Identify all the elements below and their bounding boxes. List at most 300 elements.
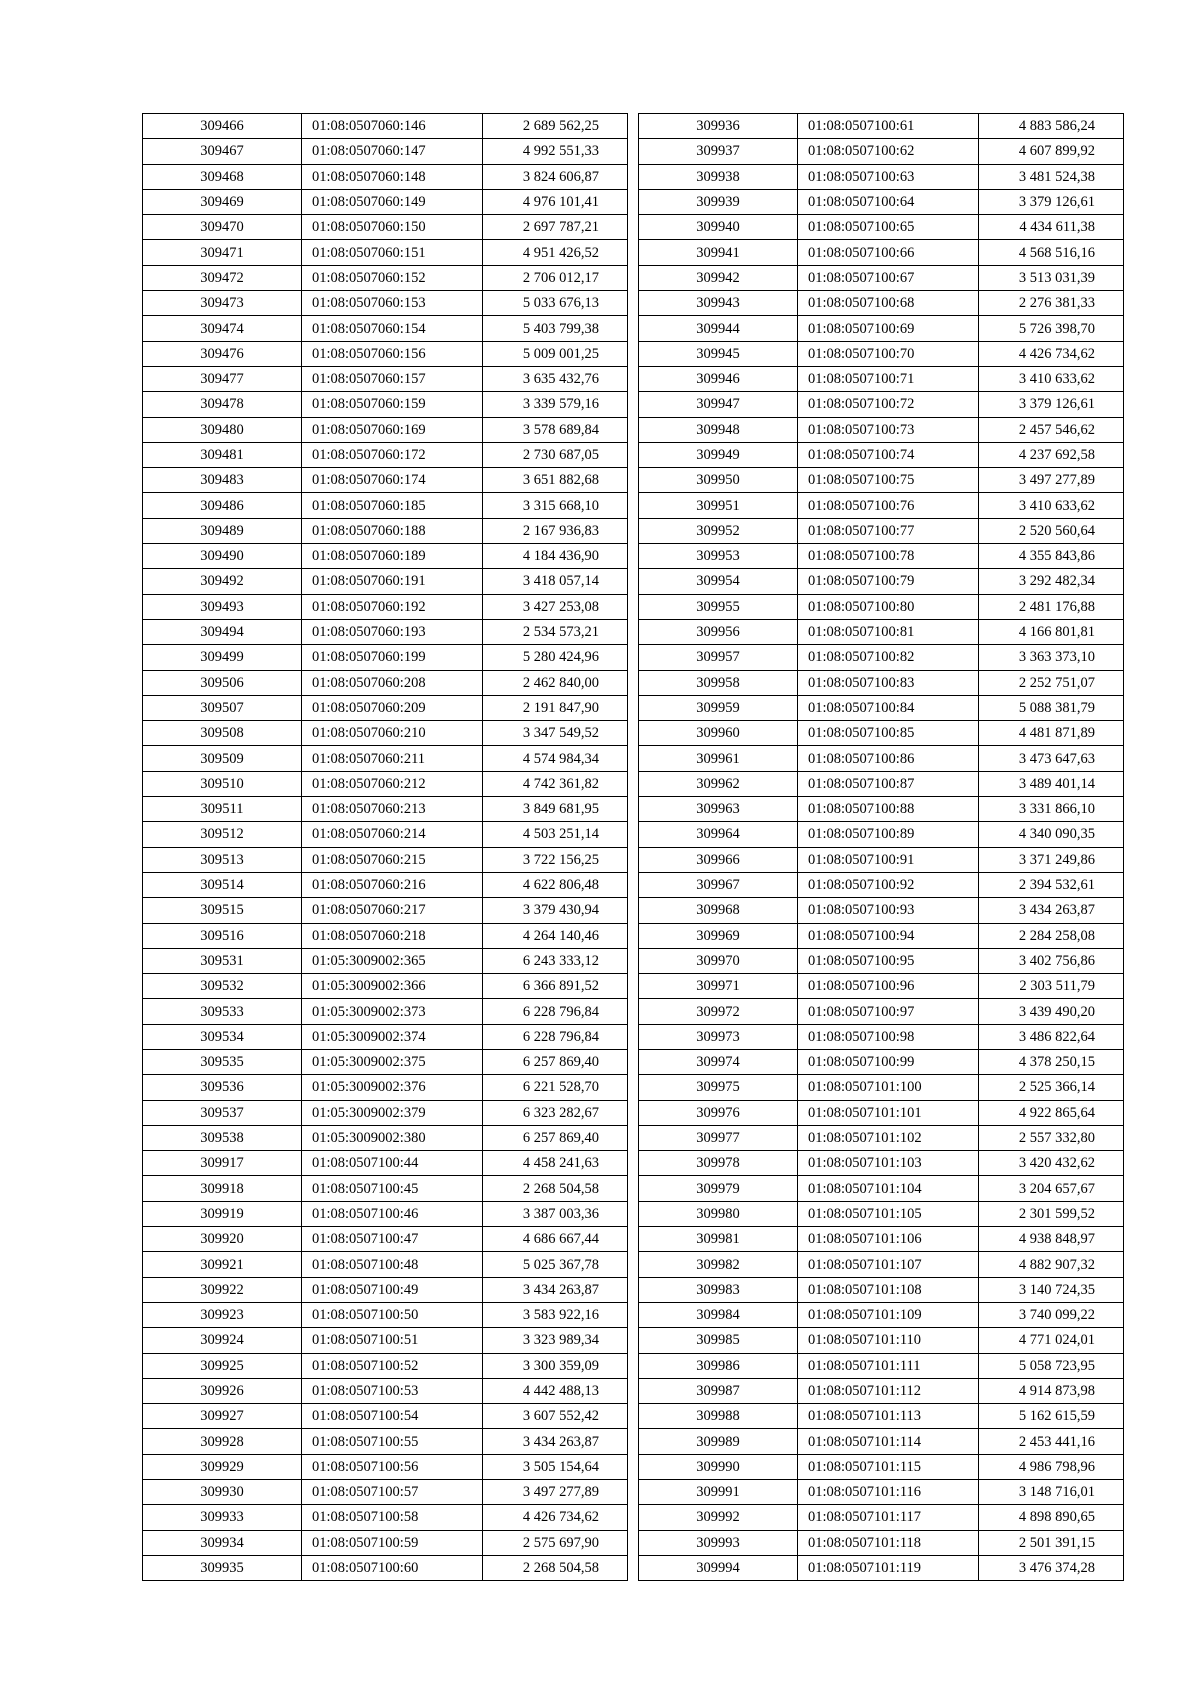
table-row <box>639 1100 1124 1125</box>
value-cell: 4 503 251,14 <box>483 822 628 847</box>
table-row <box>143 114 628 139</box>
value-cell: 4 355 843,86 <box>979 544 1124 569</box>
cadastral-number-cell: 01:08:0507101:117 <box>798 1505 979 1530</box>
value-cell: 3 387 003,36 <box>483 1201 628 1226</box>
table-row <box>143 366 628 391</box>
value-cell: 3 651 882,68 <box>483 468 628 493</box>
table-row <box>639 291 1124 316</box>
value-cell: 4 237 692,58 <box>979 442 1124 467</box>
cadastral-number-cell: 01:08:0507100:82 <box>798 645 979 670</box>
row-id-cell: 309973 <box>639 1024 798 1049</box>
row-id-cell: 309983 <box>639 1277 798 1302</box>
value-cell: 3 497 277,89 <box>979 468 1124 493</box>
table-row <box>639 1480 1124 1505</box>
value-cell: 5 009 001,25 <box>483 341 628 366</box>
cadastral-number-cell: 01:08:0507060:218 <box>302 923 483 948</box>
row-id-cell: 309976 <box>639 1100 798 1125</box>
row-id-cell: 309941 <box>639 240 798 265</box>
row-id-cell: 309923 <box>143 1302 302 1327</box>
value-cell: 3 363 373,10 <box>979 645 1124 670</box>
table-row <box>639 1277 1124 1302</box>
table-row <box>143 695 628 720</box>
row-id-cell: 309944 <box>639 316 798 341</box>
row-id-cell: 309537 <box>143 1100 302 1125</box>
cadastral-number-cell: 01:05:3009002:375 <box>302 1049 483 1074</box>
row-id-cell: 309516 <box>143 923 302 948</box>
row-id-cell: 309918 <box>143 1176 302 1201</box>
cadastral-number-cell: 01:08:0507100:84 <box>798 695 979 720</box>
table-row <box>639 265 1124 290</box>
cadastral-number-cell: 01:05:3009002:376 <box>302 1075 483 1100</box>
cadastral-number-cell: 01:08:0507100:68 <box>798 291 979 316</box>
table-row <box>639 139 1124 164</box>
row-id-cell: 309468 <box>143 164 302 189</box>
row-id-cell: 309472 <box>143 265 302 290</box>
table-row <box>143 822 628 847</box>
value-cell: 4 607 899,92 <box>979 139 1124 164</box>
row-id-cell: 309981 <box>639 1227 798 1252</box>
value-cell: 3 371 249,86 <box>979 847 1124 872</box>
row-id-cell: 309929 <box>143 1454 302 1479</box>
cadastral-number-cell: 01:08:0507100:91 <box>798 847 979 872</box>
row-id-cell: 309947 <box>639 392 798 417</box>
table-row <box>143 1075 628 1100</box>
row-id-cell: 309477 <box>143 366 302 391</box>
table-row <box>639 164 1124 189</box>
cadastral-number-cell: 01:08:0507060:146 <box>302 114 483 139</box>
table-row <box>143 240 628 265</box>
row-id-cell: 309489 <box>143 518 302 543</box>
table-body <box>143 114 628 1581</box>
value-cell: 2 557 332,80 <box>979 1125 1124 1150</box>
data-table-right <box>638 113 1124 1581</box>
row-id-cell: 309945 <box>639 341 798 366</box>
value-cell: 3 481 524,38 <box>979 164 1124 189</box>
value-cell: 4 898 890,65 <box>979 1505 1124 1530</box>
value-cell: 5 025 367,78 <box>483 1252 628 1277</box>
cadastral-number-cell: 01:08:0507100:75 <box>798 468 979 493</box>
table-row <box>143 923 628 948</box>
row-id-cell: 309959 <box>639 695 798 720</box>
row-id-cell: 309982 <box>639 1252 798 1277</box>
value-cell: 4 264 140,46 <box>483 923 628 948</box>
table-row <box>639 544 1124 569</box>
cadastral-number-cell: 01:08:0507060:191 <box>302 569 483 594</box>
cadastral-number-cell: 01:08:0507060:151 <box>302 240 483 265</box>
table-row <box>143 1454 628 1479</box>
value-cell: 3 323 989,34 <box>483 1328 628 1353</box>
row-id-cell: 309921 <box>143 1252 302 1277</box>
row-id-cell: 309971 <box>639 974 798 999</box>
cadastral-number-cell: 01:08:0507100:55 <box>302 1429 483 1454</box>
table-row <box>143 797 628 822</box>
cadastral-number-cell: 01:08:0507100:52 <box>302 1353 483 1378</box>
value-cell: 3 578 689,84 <box>483 417 628 442</box>
value-cell: 3 635 432,76 <box>483 366 628 391</box>
cadastral-number-cell: 01:08:0507100:65 <box>798 215 979 240</box>
table-row <box>639 518 1124 543</box>
row-id-cell: 309993 <box>639 1530 798 1555</box>
value-cell: 2 268 504,58 <box>483 1176 628 1201</box>
table-row <box>143 1201 628 1226</box>
cadastral-number-cell: 01:05:3009002:379 <box>302 1100 483 1125</box>
row-id-cell: 309984 <box>639 1302 798 1327</box>
cadastral-number-cell: 01:08:0507100:98 <box>798 1024 979 1049</box>
cadastral-number-cell: 01:08:0507060:213 <box>302 797 483 822</box>
value-cell: 3 339 579,16 <box>483 392 628 417</box>
table-row <box>143 1378 628 1403</box>
value-cell: 3 410 633,62 <box>979 366 1124 391</box>
table-row <box>639 898 1124 923</box>
value-cell: 5 280 424,96 <box>483 645 628 670</box>
table-row <box>639 974 1124 999</box>
row-id-cell: 309961 <box>639 746 798 771</box>
value-cell: 4 340 090,35 <box>979 822 1124 847</box>
value-cell: 6 323 282,67 <box>483 1100 628 1125</box>
row-id-cell: 309508 <box>143 721 302 746</box>
row-id-cell: 309481 <box>143 442 302 467</box>
row-id-cell: 309506 <box>143 670 302 695</box>
value-cell: 2 191 847,90 <box>483 695 628 720</box>
value-cell: 3 204 657,67 <box>979 1176 1124 1201</box>
cadastral-number-cell: 01:08:0507060:174 <box>302 468 483 493</box>
cadastral-number-cell: 01:08:0507100:79 <box>798 569 979 594</box>
cadastral-number-cell: 01:08:0507101:100 <box>798 1075 979 1100</box>
value-cell: 3 379 430,94 <box>483 898 628 923</box>
row-id-cell: 309946 <box>639 366 798 391</box>
cadastral-number-cell: 01:08:0507101:110 <box>798 1328 979 1353</box>
value-cell: 5 058 723,95 <box>979 1353 1124 1378</box>
row-id-cell: 309985 <box>639 1328 798 1353</box>
cadastral-number-cell: 01:08:0507101:107 <box>798 1252 979 1277</box>
value-cell: 2 525 366,14 <box>979 1075 1124 1100</box>
value-cell: 6 221 528,70 <box>483 1075 628 1100</box>
row-id-cell: 309987 <box>639 1378 798 1403</box>
table-row <box>143 594 628 619</box>
value-cell: 4 914 873,98 <box>979 1378 1124 1403</box>
row-id-cell: 309514 <box>143 872 302 897</box>
row-id-cell: 309466 <box>143 114 302 139</box>
cadastral-number-cell: 01:08:0507101:108 <box>798 1277 979 1302</box>
value-cell: 4 442 488,13 <box>483 1378 628 1403</box>
cadastral-number-cell: 01:08:0507060:216 <box>302 872 483 897</box>
table-row <box>143 215 628 240</box>
row-id-cell: 309509 <box>143 746 302 771</box>
value-cell: 4 426 734,62 <box>483 1505 628 1530</box>
value-cell: 3 513 031,39 <box>979 265 1124 290</box>
row-id-cell: 309978 <box>639 1151 798 1176</box>
row-id-cell: 309963 <box>639 797 798 822</box>
table-row <box>143 1277 628 1302</box>
table-row <box>143 1176 628 1201</box>
value-cell: 3 476 374,28 <box>979 1555 1124 1580</box>
value-cell: 3 418 057,14 <box>483 569 628 594</box>
row-id-cell: 309535 <box>143 1049 302 1074</box>
table-row <box>639 1151 1124 1176</box>
row-id-cell: 309939 <box>639 189 798 214</box>
row-id-cell: 309991 <box>639 1480 798 1505</box>
table-row <box>143 392 628 417</box>
row-id-cell: 309940 <box>639 215 798 240</box>
cadastral-number-cell: 01:08:0507060:210 <box>302 721 483 746</box>
cadastral-number-cell: 01:08:0507100:76 <box>798 493 979 518</box>
value-cell: 4 568 516,16 <box>979 240 1124 265</box>
cadastral-number-cell: 01:05:3009002:380 <box>302 1125 483 1150</box>
value-cell: 4 686 667,44 <box>483 1227 628 1252</box>
row-id-cell: 309970 <box>639 948 798 973</box>
cadastral-number-cell: 01:08:0507100:56 <box>302 1454 483 1479</box>
value-cell: 2 303 511,79 <box>979 974 1124 999</box>
table-row <box>639 948 1124 973</box>
cadastral-number-cell: 01:08:0507100:64 <box>798 189 979 214</box>
row-id-cell: 309532 <box>143 974 302 999</box>
cadastral-number-cell: 01:08:0507060:188 <box>302 518 483 543</box>
table-row <box>639 1252 1124 1277</box>
row-id-cell: 309930 <box>143 1480 302 1505</box>
value-cell: 3 379 126,61 <box>979 189 1124 214</box>
table-body <box>639 114 1124 1581</box>
row-id-cell: 309534 <box>143 1024 302 1049</box>
cadastral-number-cell: 01:08:0507100:58 <box>302 1505 483 1530</box>
cadastral-number-cell: 01:08:0507060:169 <box>302 417 483 442</box>
value-cell: 2 706 012,17 <box>483 265 628 290</box>
table-row <box>639 189 1124 214</box>
row-id-cell: 309966 <box>639 847 798 872</box>
cadastral-number-cell: 01:08:0507100:85 <box>798 721 979 746</box>
row-id-cell: 309467 <box>143 139 302 164</box>
value-cell: 3 347 549,52 <box>483 721 628 746</box>
value-cell: 6 257 869,40 <box>483 1049 628 1074</box>
row-id-cell: 309928 <box>143 1429 302 1454</box>
table-row <box>639 417 1124 442</box>
table-row <box>143 619 628 644</box>
value-cell: 2 730 687,05 <box>483 442 628 467</box>
value-cell: 3 824 606,87 <box>483 164 628 189</box>
table-row <box>143 746 628 771</box>
table-row <box>143 1404 628 1429</box>
cadastral-number-cell: 01:08:0507060:215 <box>302 847 483 872</box>
value-cell: 4 771 024,01 <box>979 1328 1124 1353</box>
cadastral-number-cell: 01:08:0507100:49 <box>302 1277 483 1302</box>
table-row <box>143 1505 628 1530</box>
cadastral-number-cell: 01:08:0507060:193 <box>302 619 483 644</box>
row-id-cell: 309986 <box>639 1353 798 1378</box>
table-row <box>143 1302 628 1327</box>
cadastral-number-cell: 01:05:3009002:365 <box>302 948 483 973</box>
cadastral-number-cell: 01:08:0507101:111 <box>798 1353 979 1378</box>
cadastral-number-cell: 01:05:3009002:374 <box>302 1024 483 1049</box>
row-id-cell: 309956 <box>639 619 798 644</box>
cadastral-number-cell: 01:08:0507100:78 <box>798 544 979 569</box>
row-id-cell: 309952 <box>639 518 798 543</box>
value-cell: 5 403 799,38 <box>483 316 628 341</box>
row-id-cell: 309917 <box>143 1151 302 1176</box>
value-cell: 3 497 277,89 <box>483 1480 628 1505</box>
cadastral-number-cell: 01:08:0507100:87 <box>798 771 979 796</box>
row-id-cell: 309533 <box>143 999 302 1024</box>
cadastral-number-cell: 01:08:0507100:62 <box>798 139 979 164</box>
row-id-cell: 309499 <box>143 645 302 670</box>
table-row <box>143 164 628 189</box>
table-row <box>143 442 628 467</box>
value-cell: 3 420 432,62 <box>979 1151 1124 1176</box>
cadastral-number-cell: 01:08:0507100:66 <box>798 240 979 265</box>
cadastral-number-cell: 01:08:0507101:118 <box>798 1530 979 1555</box>
row-id-cell: 309490 <box>143 544 302 569</box>
table-row <box>639 1530 1124 1555</box>
table-row <box>639 1555 1124 1580</box>
row-id-cell: 309927 <box>143 1404 302 1429</box>
row-id-cell: 309994 <box>639 1555 798 1580</box>
table-row <box>143 847 628 872</box>
table-row <box>143 1049 628 1074</box>
table-row <box>639 442 1124 467</box>
table-row <box>143 999 628 1024</box>
value-cell: 3 427 253,08 <box>483 594 628 619</box>
row-id-cell: 309942 <box>639 265 798 290</box>
value-cell: 2 534 573,21 <box>483 619 628 644</box>
row-id-cell: 309470 <box>143 215 302 240</box>
row-id-cell: 309974 <box>639 1049 798 1074</box>
value-cell: 4 742 361,82 <box>483 771 628 796</box>
row-id-cell: 309493 <box>143 594 302 619</box>
cadastral-number-cell: 01:08:0507100:61 <box>798 114 979 139</box>
row-id-cell: 309538 <box>143 1125 302 1150</box>
table-row <box>639 1302 1124 1327</box>
cadastral-number-cell: 01:08:0507100:69 <box>798 316 979 341</box>
row-id-cell: 309478 <box>143 392 302 417</box>
value-cell: 5 088 381,79 <box>979 695 1124 720</box>
cadastral-number-cell: 01:08:0507101:114 <box>798 1429 979 1454</box>
table-row <box>639 1454 1124 1479</box>
table-row <box>639 1201 1124 1226</box>
row-id-cell: 309943 <box>639 291 798 316</box>
value-cell: 6 243 333,12 <box>483 948 628 973</box>
value-cell: 3 292 482,34 <box>979 569 1124 594</box>
row-id-cell: 309531 <box>143 948 302 973</box>
cadastral-number-cell: 01:08:0507060:152 <box>302 265 483 290</box>
table-row <box>143 1328 628 1353</box>
table-row <box>639 695 1124 720</box>
row-id-cell: 309969 <box>639 923 798 948</box>
value-cell: 3 434 263,87 <box>483 1277 628 1302</box>
table-row <box>143 1227 628 1252</box>
table-row <box>143 974 628 999</box>
cadastral-number-cell: 01:08:0507060:209 <box>302 695 483 720</box>
table-row <box>143 1252 628 1277</box>
row-id-cell: 309950 <box>639 468 798 493</box>
cadastral-number-cell: 01:08:0507060:185 <box>302 493 483 518</box>
cadastral-number-cell: 01:08:0507060:157 <box>302 366 483 391</box>
row-id-cell: 309975 <box>639 1075 798 1100</box>
cadastral-number-cell: 01:08:0507060:159 <box>302 392 483 417</box>
row-id-cell: 309967 <box>639 872 798 897</box>
table-row <box>639 1024 1124 1049</box>
row-id-cell: 309980 <box>639 1201 798 1226</box>
value-cell: 3 740 099,22 <box>979 1302 1124 1327</box>
cadastral-number-cell: 01:08:0507100:53 <box>302 1378 483 1403</box>
value-cell: 3 489 401,14 <box>979 771 1124 796</box>
cadastral-number-cell: 01:08:0507101:109 <box>798 1302 979 1327</box>
row-id-cell: 309507 <box>143 695 302 720</box>
table-row <box>143 1024 628 1049</box>
row-id-cell: 309515 <box>143 898 302 923</box>
row-id-cell: 309954 <box>639 569 798 594</box>
value-cell: 6 257 869,40 <box>483 1125 628 1150</box>
cadastral-number-cell: 01:08:0507100:88 <box>798 797 979 822</box>
cadastral-number-cell: 01:08:0507100:73 <box>798 417 979 442</box>
table-row <box>639 215 1124 240</box>
value-cell: 3 849 681,95 <box>483 797 628 822</box>
cadastral-number-cell: 01:08:0507060:189 <box>302 544 483 569</box>
row-id-cell: 309934 <box>143 1530 302 1555</box>
row-id-cell: 309924 <box>143 1328 302 1353</box>
row-id-cell: 309513 <box>143 847 302 872</box>
cadastral-number-cell: 01:08:0507101:103 <box>798 1151 979 1176</box>
row-id-cell: 309483 <box>143 468 302 493</box>
cadastral-number-cell: 01:05:3009002:373 <box>302 999 483 1024</box>
row-id-cell: 309989 <box>639 1429 798 1454</box>
table-row <box>639 316 1124 341</box>
cadastral-number-cell: 01:08:0507100:94 <box>798 923 979 948</box>
value-cell: 2 462 840,00 <box>483 670 628 695</box>
value-cell: 2 453 441,16 <box>979 1429 1124 1454</box>
table-row <box>639 923 1124 948</box>
table-row <box>639 366 1124 391</box>
table-row <box>639 822 1124 847</box>
table-row <box>639 493 1124 518</box>
row-id-cell: 309511 <box>143 797 302 822</box>
cadastral-number-cell: 01:08:0507060:211 <box>302 746 483 771</box>
row-id-cell: 309486 <box>143 493 302 518</box>
value-cell: 3 505 154,64 <box>483 1454 628 1479</box>
row-id-cell: 309979 <box>639 1176 798 1201</box>
row-id-cell: 309938 <box>639 164 798 189</box>
value-cell: 2 167 936,83 <box>483 518 628 543</box>
cadastral-number-cell: 01:08:0507100:72 <box>798 392 979 417</box>
table-row <box>639 114 1124 139</box>
cadastral-number-cell: 01:08:0507100:83 <box>798 670 979 695</box>
value-cell: 2 394 532,61 <box>979 872 1124 897</box>
value-cell: 4 184 436,90 <box>483 544 628 569</box>
cadastral-number-cell: 01:08:0507100:47 <box>302 1227 483 1252</box>
cadastral-number-cell: 01:08:0507100:44 <box>302 1151 483 1176</box>
table-row <box>639 594 1124 619</box>
cadastral-number-cell: 01:08:0507100:50 <box>302 1302 483 1327</box>
table-row <box>639 341 1124 366</box>
table-row <box>143 291 628 316</box>
row-id-cell: 309964 <box>639 822 798 847</box>
row-id-cell: 309933 <box>143 1505 302 1530</box>
value-cell: 3 434 263,87 <box>483 1429 628 1454</box>
value-cell: 2 481 176,88 <box>979 594 1124 619</box>
table-row <box>639 797 1124 822</box>
value-cell: 3 607 552,42 <box>483 1404 628 1429</box>
row-id-cell: 309949 <box>639 442 798 467</box>
table-row <box>143 316 628 341</box>
value-cell: 3 722 156,25 <box>483 847 628 872</box>
cadastral-number-cell: 01:08:0507060:172 <box>302 442 483 467</box>
row-id-cell: 309988 <box>639 1404 798 1429</box>
cadastral-number-cell: 01:08:0507101:106 <box>798 1227 979 1252</box>
cadastral-number-cell: 01:08:0507101:116 <box>798 1480 979 1505</box>
table-row <box>639 847 1124 872</box>
value-cell: 2 697 787,21 <box>483 215 628 240</box>
value-cell: 4 166 801,81 <box>979 619 1124 644</box>
cadastral-number-cell: 01:08:0507060:217 <box>302 898 483 923</box>
cadastral-number-cell: 01:08:0507101:102 <box>798 1125 979 1150</box>
value-cell: 4 883 586,24 <box>979 114 1124 139</box>
